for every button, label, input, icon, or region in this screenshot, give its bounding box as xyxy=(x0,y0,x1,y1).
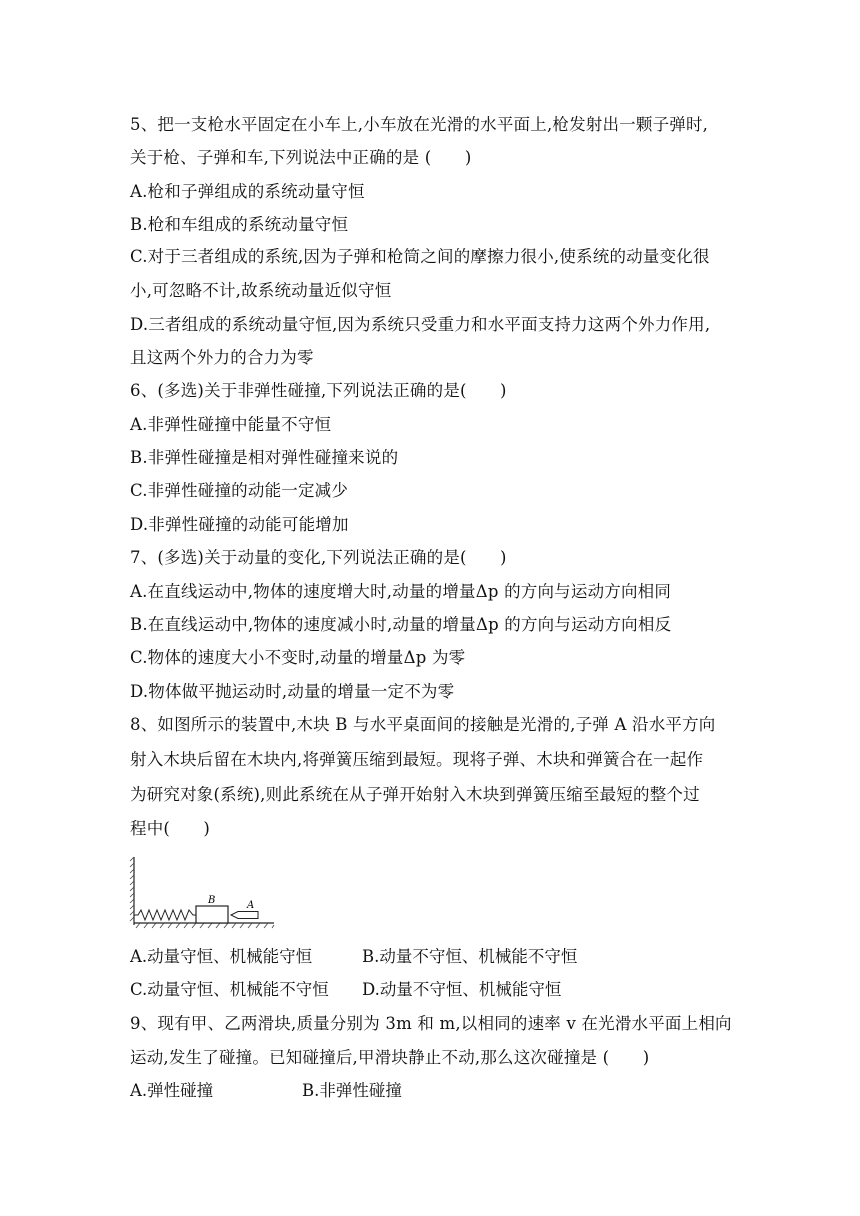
spring xyxy=(134,910,196,920)
q8-stem-line-2: 射入木块后留在木块内,将弹簧压缩到最短。现将子弹、木块和弹簧合在一起作 xyxy=(130,750,704,769)
bullet-a xyxy=(231,912,258,919)
q6-stem: 6、(多选)关于非弹性碰撞,下列说法正确的是( ) xyxy=(130,381,507,400)
q9-stem-line-1: 9、现有甲、乙两滑块,质量分别为 3m 和 m,以相同的速率 v 在光滑水平面上相向 xyxy=(130,1014,732,1033)
floor-hatching xyxy=(136,923,274,928)
q6-option-b: B.非弹性碰撞是相对弹性碰撞来说的 xyxy=(130,448,399,467)
q7-option-d: D.物体做平抛运动时,动量的增量一定不为零 xyxy=(130,682,455,701)
q8-stem-line-3: 为研究对象(系统),则此系统在从子弹开始射入木块到弹簧压缩至最短的整个过 xyxy=(130,785,700,804)
q7-option-c: C.物体的速度大小不变时,动量的增量Δp 为零 xyxy=(130,648,466,667)
q5-stem-line-1: 5、把一支枪水平固定在小车上,小车放在光滑的水平面上,枪发射出一颗子弹时, xyxy=(130,115,709,134)
q6-option-c: C.非弹性碰撞的动能一定减少 xyxy=(130,481,349,500)
q7-option-a: A.在直线运动中,物体的速度增大时,动量的增量Δp 的方向与运动方向相同 xyxy=(130,582,672,601)
q8-options-row-2 xyxy=(130,979,561,1001)
block-b xyxy=(196,906,228,923)
q8-stem-line-4: 程中( ) xyxy=(130,819,211,838)
q5-option-c-line-1: C.对于三者组成的系统,因为子弹和枪筒之间的摩擦力很小,使系统的动量变化很 xyxy=(130,247,710,266)
q7-option-b: B.在直线运动中,物体的速度减小时,动量的增量Δp 的方向与运动方向相反 xyxy=(130,615,672,634)
q5-option-d-line-1: D.三者组成的系统动量守恒,因为系统只受重力和水平面支持力这两个外力作用, xyxy=(130,315,711,334)
q5-option-a: A.枪和子弹组成的系统动量守恒 xyxy=(130,182,365,201)
q5-option-c-line-2: 小,可忽略不计,故系统动量近似守恒 xyxy=(130,281,392,300)
q9-options-row-1 xyxy=(130,1080,402,1102)
q9-option-b: B.非弹性碰撞 xyxy=(302,1081,402,1100)
bullet-a-label: A xyxy=(247,900,255,911)
q5-option-d-line-2: 且这两个外力的合力为零 xyxy=(130,348,314,367)
q5-option-b: B.枪和车组成的系统动量守恒 xyxy=(130,215,349,234)
q6-option-d: D.非弹性碰撞的动能可能增加 xyxy=(130,515,349,534)
wall-hatching xyxy=(130,857,134,921)
spring-block-bullet-figure xyxy=(128,855,278,930)
q8-option-b: B.动量不守恒、机械能不守恒 xyxy=(362,947,578,966)
q9-option-a: A.弹性碰撞 xyxy=(130,1081,214,1100)
block-b-label: B xyxy=(208,895,216,906)
q6-option-a: A.非弹性碰撞中能量不守恒 xyxy=(130,415,332,434)
q8-options-row-1 xyxy=(130,946,577,968)
q7-stem: 7、(多选)关于动量的变化,下列说法正确的是( ) xyxy=(130,548,507,567)
q8-option-c: C.动量守恒、机械能不守恒 xyxy=(130,980,329,999)
q8-stem-line-1: 8、如图所示的装置中,木块 B 与水平桌面间的接触是光滑的,子弹 A 沿水平方向 xyxy=(130,715,716,734)
q5-stem-line-2: 关于枪、子弹和车,下列说法中正确的是 ( ) xyxy=(130,148,472,167)
q8-option-d: D.动量不守恒、机械能守恒 xyxy=(362,980,562,999)
q9-stem-line-2: 运动,发生了碰撞。已知碰撞后,甲滑块静止不动,那么这次碰撞是 ( ) xyxy=(130,1048,650,1067)
q8-option-a: A.动量守恒、机械能守恒 xyxy=(130,947,313,966)
